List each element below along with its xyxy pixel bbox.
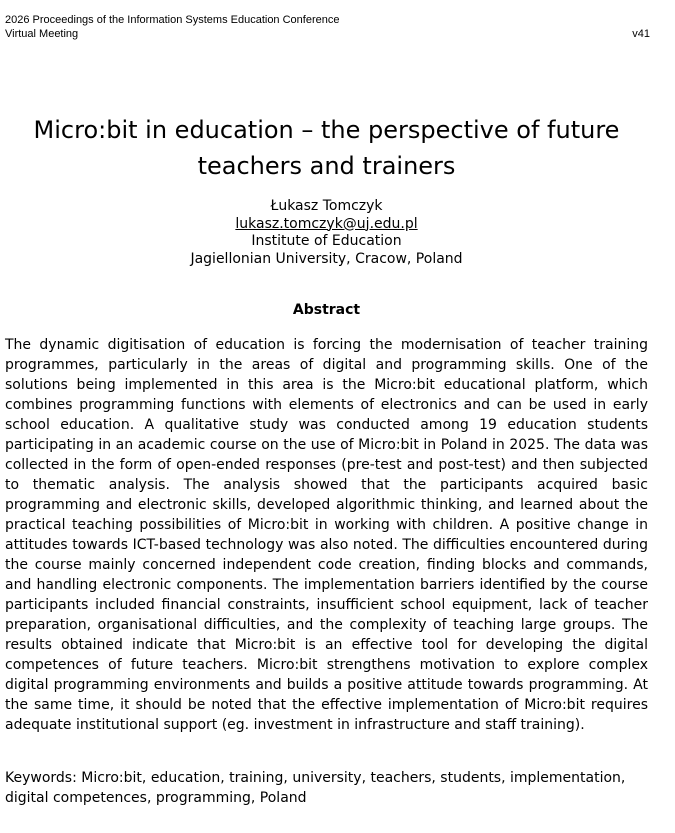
keywords: Keywords: Micro:bit, education, training, university, teachers, students, implementation, digital competences, programming, Poland <box>5 770 626 806</box>
conference-name: 2026 Proceedings of the Information Systems Education Conference <box>5 14 340 26</box>
author-block <box>0 198 653 268</box>
volume-number: v41 <box>632 28 650 40</box>
abstract-heading: Abstract <box>292 302 361 318</box>
paper-title-line-2: teachers and trainers <box>197 152 456 180</box>
running-header <box>5 13 650 41</box>
abstract-text: The dynamic digitisation of education is forcing the modernisation of teacher training programmes, particularly in the areas of digital and programming skills. One of the solutions being implemented in this area is the Micro:bit educational platform, which combines programming functions with elements of electronics and can be used in early school education. A qualitative study was conducted among 19 education students participating in an academic course on the use of Micro:bit in Poland in 2025. The data was collected in the form of open-ended responses (pre-test and post-test) and then subjected to thematic analysis. The analysis showed that the participants acquired basic programming and electronic skills, developed algorithmic thinking, and learned about the practical teaching possibilities of Micro:bit in working with children. A positive change in attitudes towards ICT-based technology was also noted. The difficulties encountered during the course mainly concerned independent code creation, finding blocks and commands, and handling electronic components. The implementation barriers identified by the course participants included financial constraints, insufficient school equipment, lack of teacher preparation, organisational difficulties, and the complexity of teaching large groups. The results obtained indicate that Micro:bit is an effective tool for developing the digital competences of future teachers. Micro:bit strengthens motivation to explore complex digital programming environments and builds a positive attitude towards programming. At the same time, it should be noted that the effective implementation of Micro:bit requires adequate institutional support (eg. investment in infrastructure and staff training). <box>5 337 648 733</box>
author-email-link[interactable]: lukasz.tomczyk@uj.edu.pl <box>235 215 418 232</box>
paper-title <box>0 112 653 184</box>
paper-title-line-1: Micro:bit in education – the perspective of future <box>33 116 620 144</box>
author-institute: Institute of Education <box>251 233 402 249</box>
author-name: Łukasz Tomczyk <box>270 198 383 214</box>
author-university: Jagiellonian University, Cracow, Poland <box>190 250 463 267</box>
meeting-type: Virtual Meeting <box>5 28 79 40</box>
